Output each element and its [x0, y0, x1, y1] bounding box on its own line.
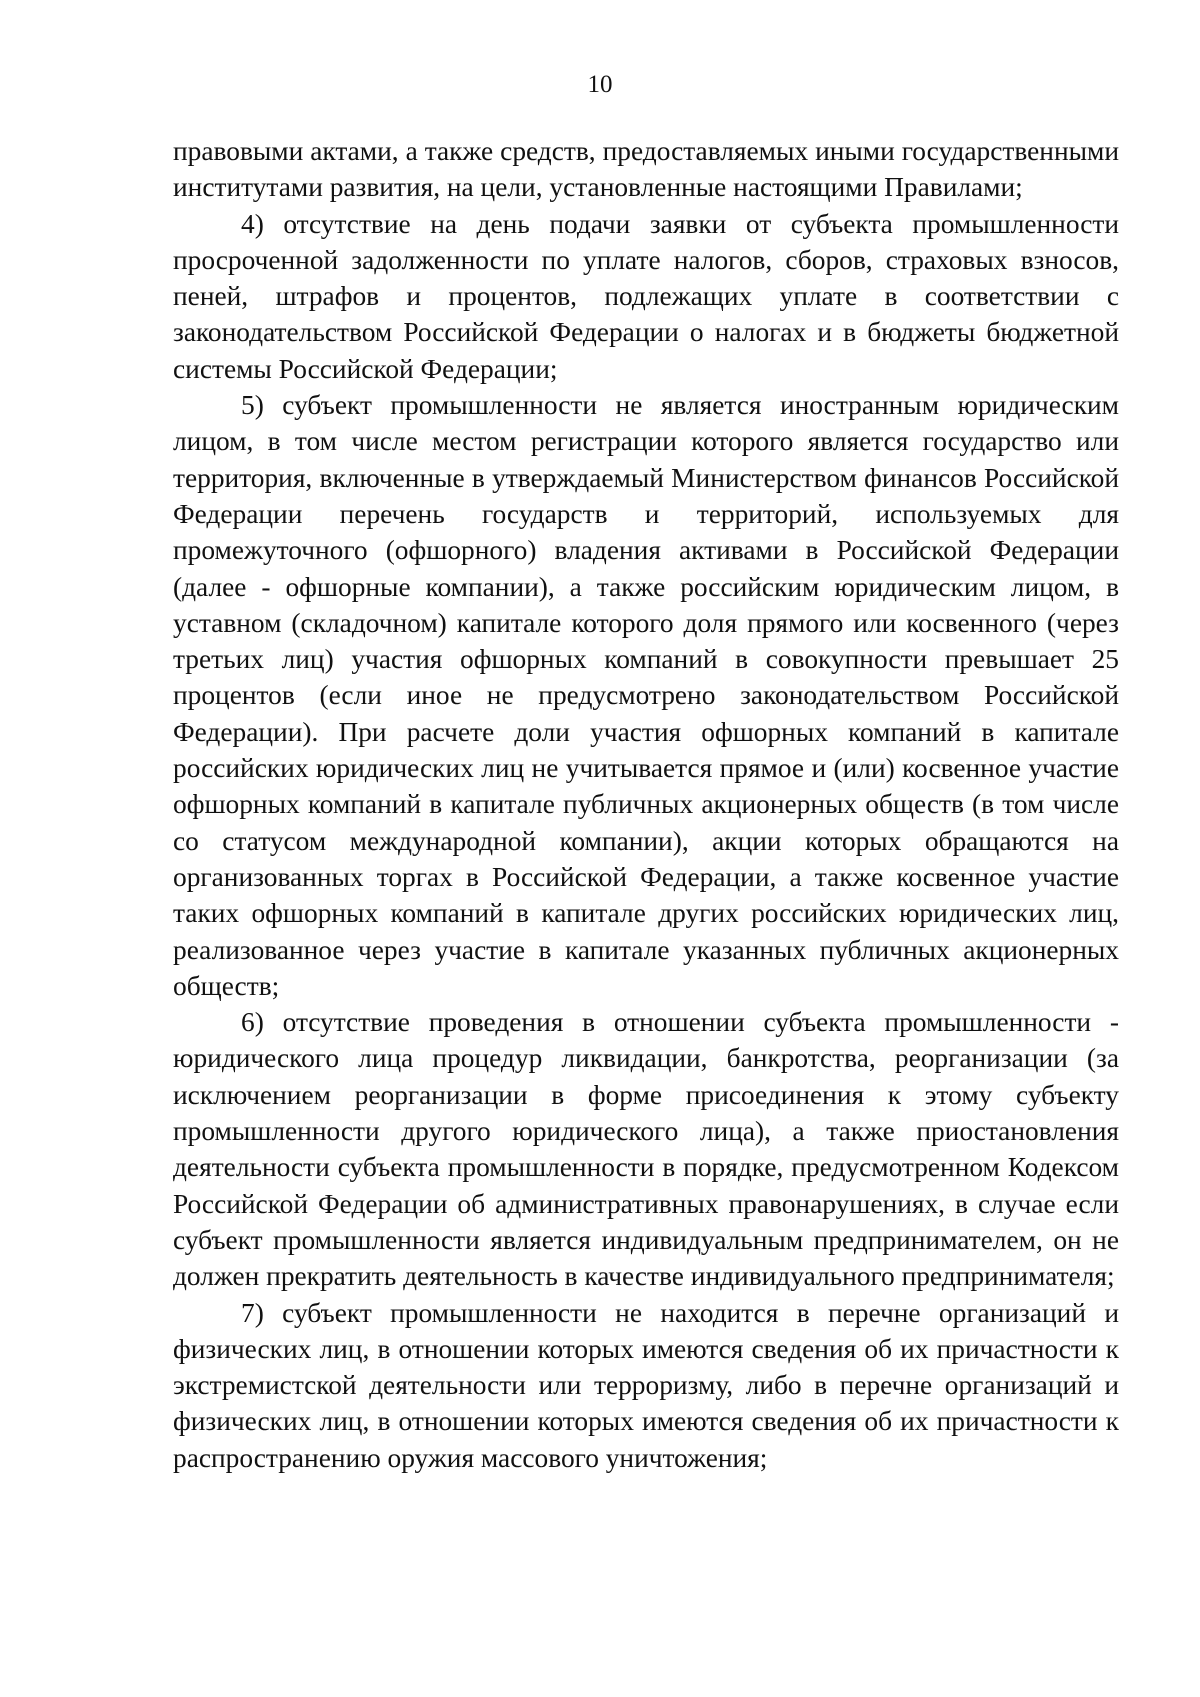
document-body — [173, 133, 1119, 1476]
page-number: 10 — [587, 71, 613, 98]
paragraph-item-4: 4) отсутствие на день подачи заявки от субъекта промышленности просроченной задолженности по уплате налогов, сборов, страховых взносов, пеней, штрафов и процентов, подлежащих уплате в соответствии с законодательством Российской Федерации о налогах и в бюджеты бюджетной системы Российской Федерации; — [173, 208, 1119, 384]
paragraph-item-6: 6) отсутствие проведения в отношении субъекта промышленности - юридического лица процедур ликвидации, банкротства, реорганизации (за исключением реорганизации в форме присоединения к этому субъекту промышленности другого юридического лица), а также приостановления деятельности субъекта промышленности в порядке, предусмотренном Кодексом Российской Федерации об административных правонарушениях, в случае если субъект промышленности является индивидуальным предпринимателем, он не должен прекратить деятельность в качестве индивидуального предпринимателя; — [173, 1007, 1119, 1292]
paragraph-continuation: правовыми актами, а также средств, предоставляемых иными государственными институтами развития, на цели, установленные настоящими Правилами; — [173, 136, 1119, 203]
paragraph-item-5: 5) субъект промышленности не является иностранным юридическим лицом, в том числе местом регистрации которого является государство или территория, включенные в утверждаемый Министерством финансов Российской Федерации перечень государств и территорий, используемых для промежуточного (офшорного) владения активами в Российской Федерации (далее - офшорные компании), а также российским юридическим лицом, в уставном (складочном) капитале которого доля прямого или косвенного (через третьих лиц) участия офшорных компаний в совокупности превышает 25 процентов (если иное не предусмотрено законодательством Российской Федерации). При расчете доли участия офшорных компаний в капитале российских юридических лиц не учитывается прямое и (или) косвенное участие офшорных компаний в капитале публичных акционерных обществ (в том числе со статусом международной компании), акции которых обращаются на организованных торгах в Российской Федерации, а также косвенное участие таких офшорных компаний в капитале других российских юридических лиц, реализованное через участие в капитале указанных публичных акционерных обществ; — [173, 390, 1119, 1001]
paragraph-item-7: 7) субъект промышленности не находится в перечне организаций и физических лиц, в отношении которых имеются сведения об их причастности к экстремистской деятельности или терроризму, либо в перечне организаций и физических лиц, в отношении которых имеются сведения об их причастности к распространению оружия массового уничтожения; — [173, 1297, 1119, 1473]
